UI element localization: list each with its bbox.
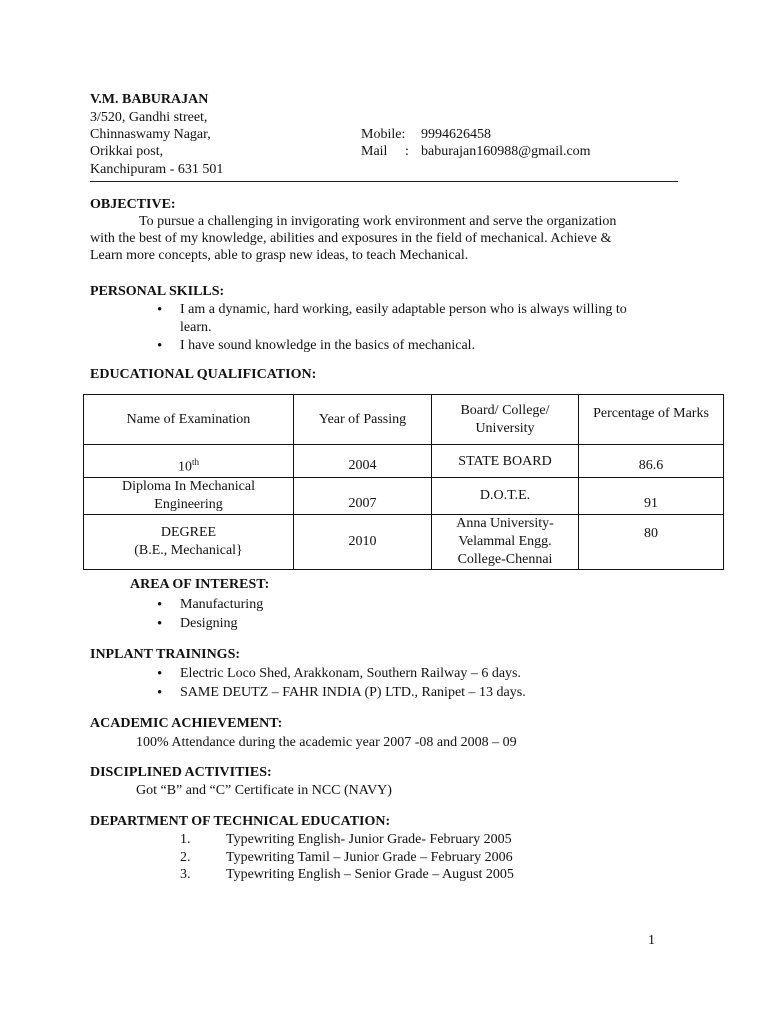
inplant-item: • SAME DEUTZ – FAHR INDIA (P) LTD., Ranipet – 13 days. xyxy=(180,685,526,701)
year-cell: 2004 xyxy=(294,445,432,478)
skill-item: • I have sound knowledge in the basics of mechanical. xyxy=(180,338,475,354)
mobile-label: Mobile: xyxy=(361,127,406,142)
board-line: Velammal Engg. xyxy=(458,534,552,549)
academic-heading: ACADEMIC ACHIEVEMENT: xyxy=(90,716,283,731)
mail-separator: : xyxy=(405,144,409,159)
interest-item: • Manufacturing xyxy=(180,597,263,613)
exam-line: (B.E., Mechanical} xyxy=(134,543,243,558)
inplant-heading: INPLANT TRAININGS: xyxy=(90,647,241,662)
interest-heading: AREA OF INTEREST: xyxy=(130,577,270,592)
objective-heading: OBJECTIVE: xyxy=(90,197,176,212)
objective-line: To pursue a challenging in invigorating work environment and serve the organization xyxy=(139,214,617,229)
year-cell: 2010 xyxy=(294,515,432,570)
technical-heading: DEPARTMENT OF TECHNICAL EDUCATION: xyxy=(90,814,391,829)
interest-item: • Designing xyxy=(180,616,238,632)
academic-text: 100% Attendance during the academic year 2007 -08 and 2008 – 09 xyxy=(136,735,517,750)
header-cell-line: University xyxy=(475,420,535,436)
skill-item-continued: learn. xyxy=(180,320,212,335)
disciplined-text: Got “B” and “C” Certificate in NCC (NAVY) xyxy=(136,783,392,798)
list-number: 2. xyxy=(180,850,191,865)
exam-superscript: th xyxy=(191,457,199,467)
objective-line: with the best of my knowledge, abilities and exposures in the field of mechanical. Achieve & xyxy=(90,231,612,246)
address-line: Kanchipuram - 631 501 xyxy=(90,162,224,177)
table-row xyxy=(84,445,724,478)
board-line: College-Chennai xyxy=(457,552,553,567)
list-number: 3. xyxy=(180,867,191,882)
address-line: Chinnaswamy Nagar, xyxy=(90,127,211,142)
education-table xyxy=(83,394,724,570)
header-cell: Name of Examination xyxy=(84,395,294,445)
mobile-value: 9994626458 xyxy=(421,127,491,142)
technical-item: Typewriting Tamil – Junior Grade – February 2006 xyxy=(226,850,513,865)
education-heading: EDUCATIONAL QUALIFICATION: xyxy=(90,367,317,382)
header-cell-line: Board/ College/ xyxy=(460,402,550,418)
exam-line: DEGREE xyxy=(160,525,217,540)
board-cell: D.O.T.E. xyxy=(432,478,579,515)
header-divider xyxy=(90,181,678,182)
board-line: Anna University- xyxy=(456,516,554,531)
page-number: 1 xyxy=(648,933,655,948)
skill-item: • I am a dynamic, hard working, easily adaptable person who is always willing to xyxy=(180,302,627,318)
year-cell: 2007 xyxy=(294,478,432,515)
marks-cell: 86.6 xyxy=(579,445,724,478)
exam-cell xyxy=(84,515,294,570)
objective-line: Learn more concepts, able to grasp new ideas, to teach Mechanical. xyxy=(90,248,469,263)
address-line: 3/520, Gandhi street, xyxy=(90,110,208,125)
exam-line: Engineering xyxy=(154,497,223,512)
exam-cell xyxy=(84,478,294,515)
board-cell: STATE BOARD xyxy=(432,445,579,478)
exam-line: Diploma In Mechanical xyxy=(122,479,255,494)
disciplined-heading: DISCIPLINED ACTIVITIES: xyxy=(90,765,272,780)
marks-cell: 80 xyxy=(579,515,724,570)
inplant-item: • Electric Loco Shed, Arakkonam, Southern Railway – 6 days. xyxy=(180,666,521,682)
marks-cell: 91 xyxy=(579,478,724,515)
header-cell xyxy=(432,395,579,445)
list-number: 1. xyxy=(180,832,191,847)
exam-cell xyxy=(84,445,294,478)
mail-label: Mail xyxy=(361,144,388,159)
candidate-name: V.M. BABURAJAN xyxy=(90,92,209,107)
technical-item: Typewriting English – Senior Grade – August 2005 xyxy=(226,867,514,882)
address-line: Orikkai post, xyxy=(90,144,164,159)
technical-item: Typewriting English- Junior Grade- February 2005 xyxy=(226,832,512,847)
table-row xyxy=(84,515,724,570)
exam-text: 10 xyxy=(177,459,192,475)
table-header-row xyxy=(84,395,724,445)
personal-skills-heading: PERSONAL SKILLS: xyxy=(90,284,225,299)
header-cell: Percentage of Marks xyxy=(579,395,724,445)
mail-value: baburajan160988@gmail.com xyxy=(421,144,591,159)
table-row xyxy=(84,478,724,515)
board-cell xyxy=(432,515,579,570)
header-cell: Year of Passing xyxy=(294,395,432,445)
